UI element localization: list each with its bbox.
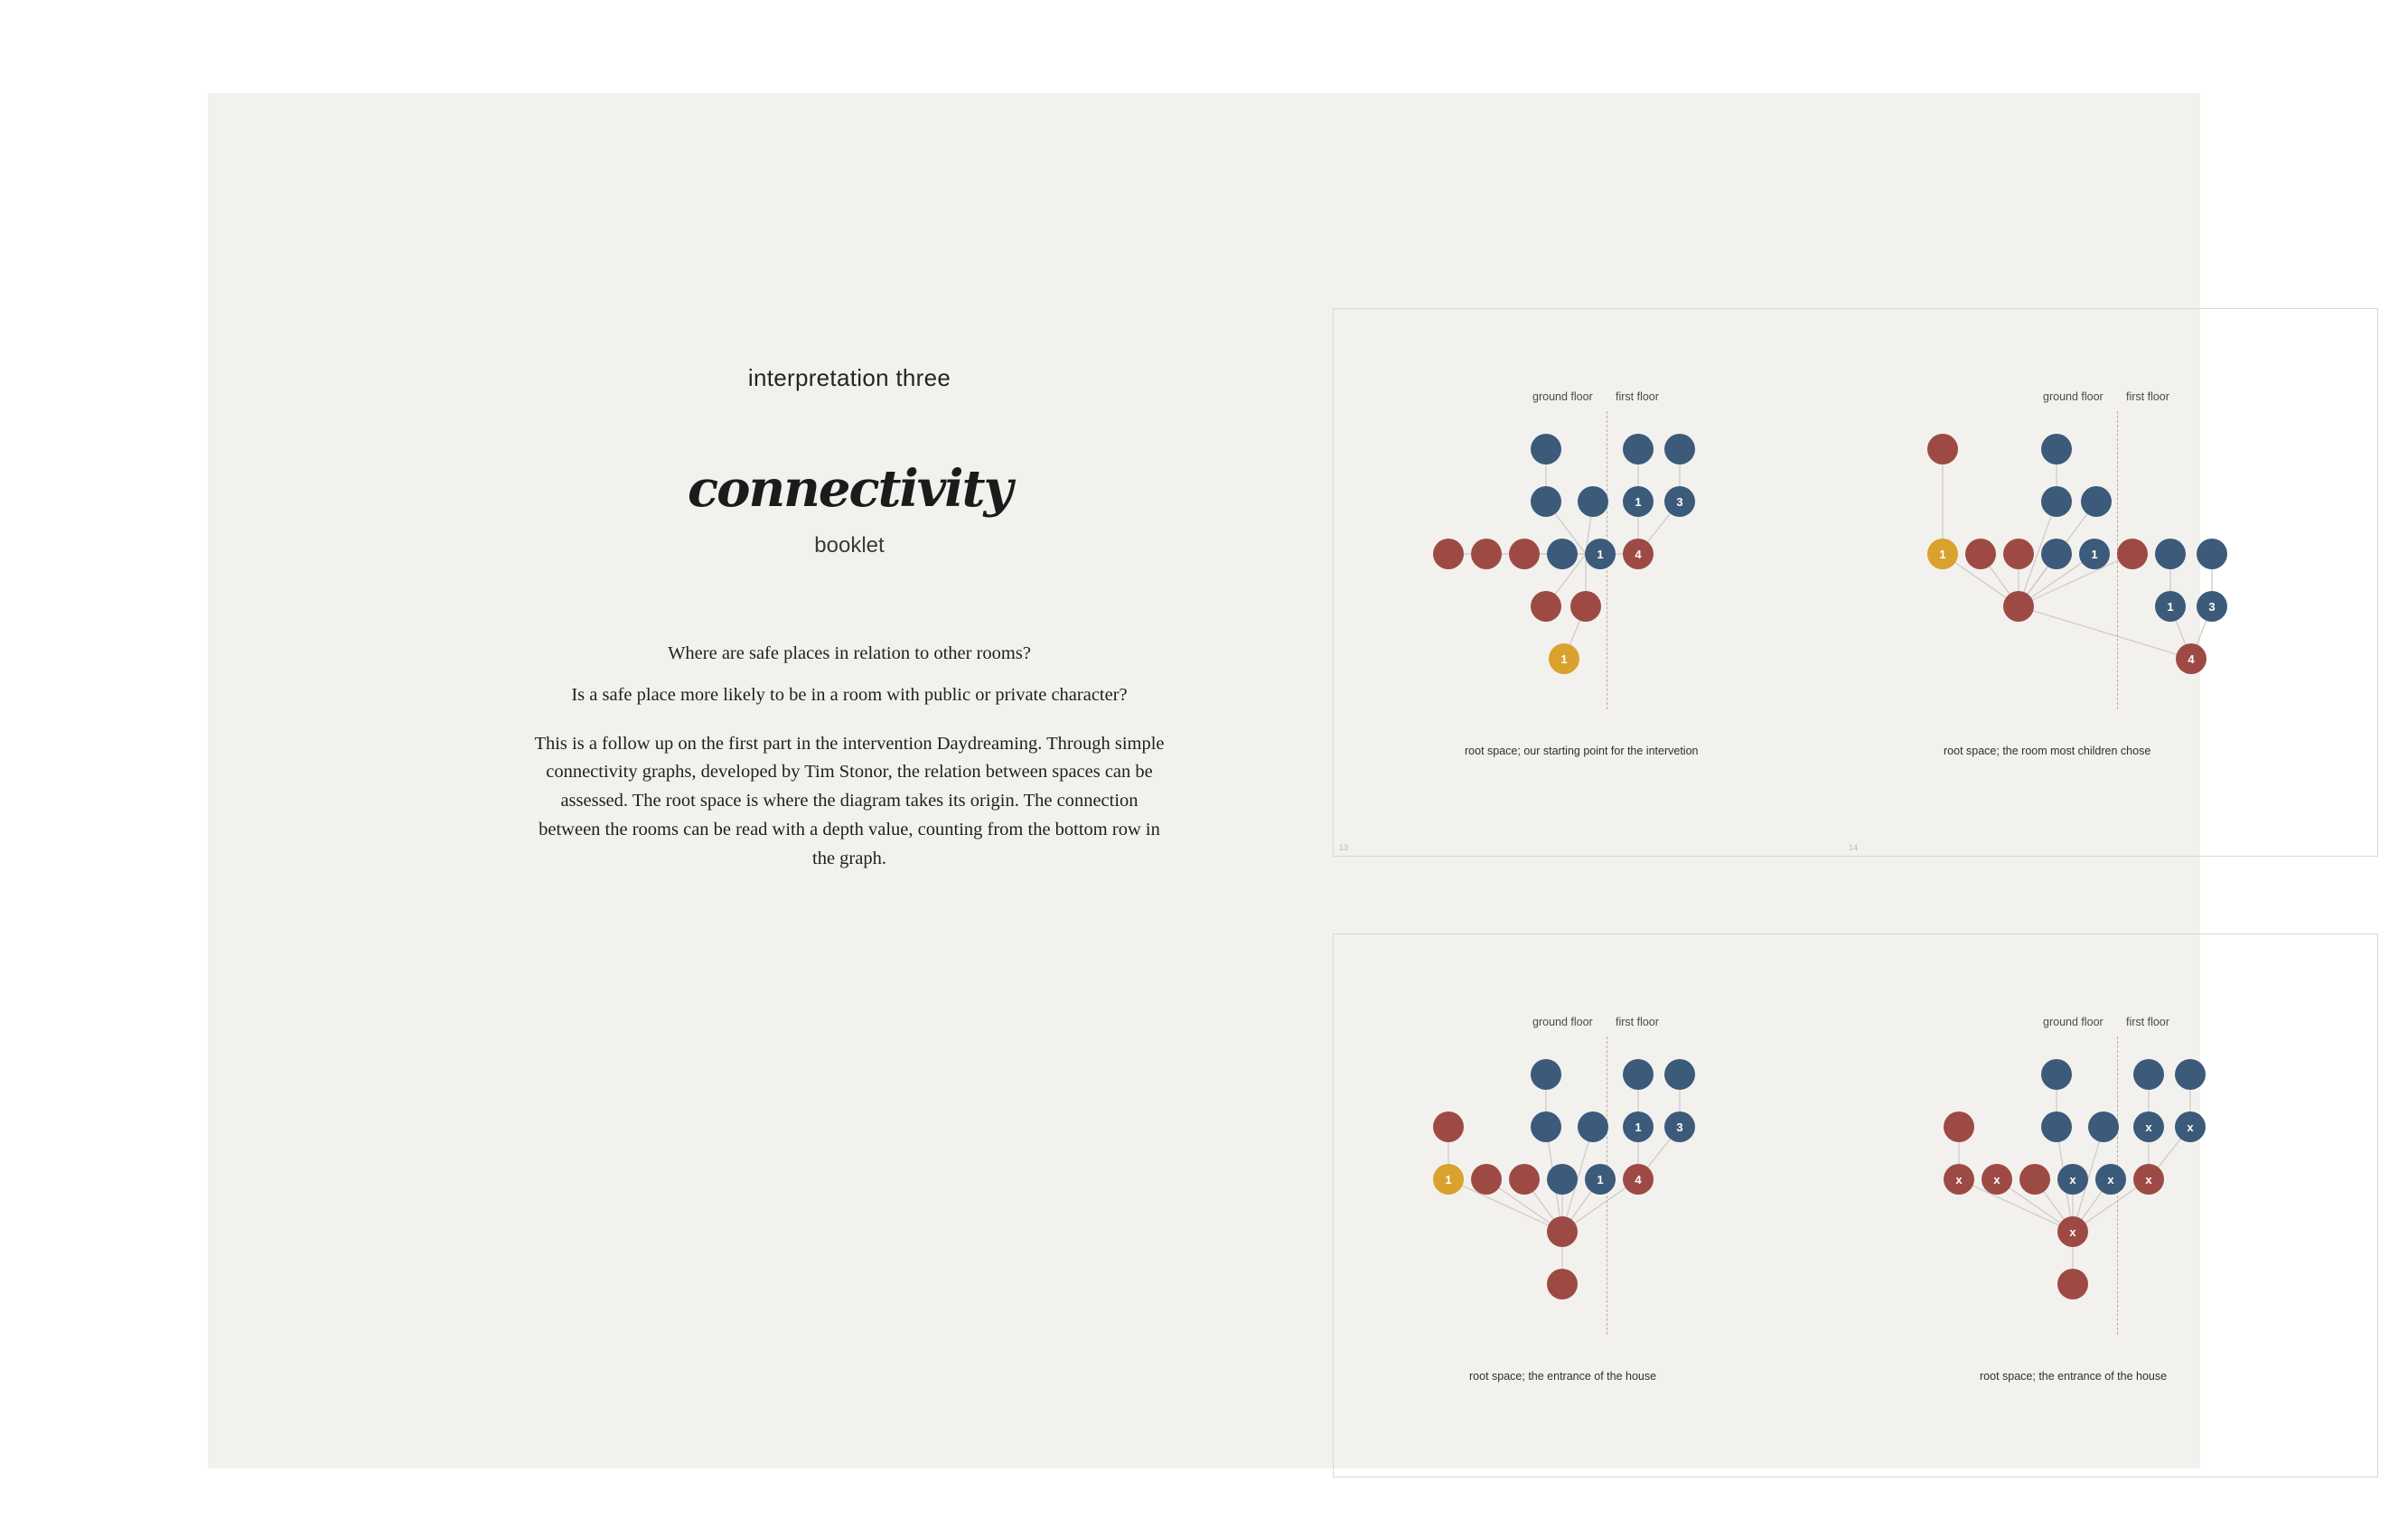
question-two: Is a safe place more likely to be in a room with public or private character? — [571, 684, 1128, 705]
graph-node — [1664, 434, 1695, 464]
graph-node — [2041, 539, 2072, 569]
graph-node — [1509, 539, 1540, 569]
graph-node — [2197, 539, 2227, 569]
ground-floor-label: ground floor — [2043, 1016, 2103, 1028]
graph-node — [1433, 539, 1464, 569]
ground-floor-label: ground floor — [1532, 390, 1593, 403]
graph-caption: root space; our starting point for the intervetion — [1465, 745, 1699, 757]
graph-node: x — [2133, 1111, 2164, 1142]
graph-node — [1570, 591, 1601, 622]
graph-node: x — [1982, 1164, 2012, 1195]
graph-node — [2155, 539, 2186, 569]
graph-node — [2041, 1111, 2072, 1142]
connectivity-graph-1 — [1415, 361, 1885, 831]
graph-node: 1 — [1585, 539, 1616, 569]
graph-node — [1944, 1111, 1974, 1142]
first-floor-label: first floor — [1616, 390, 1659, 403]
graph-node — [2081, 486, 2112, 517]
graph-caption: root space; the room most children chose — [1944, 745, 2151, 757]
diagram-panel-bottom — [1333, 933, 2378, 1477]
first-floor-label: first floor — [2126, 390, 2169, 403]
graph-node — [1664, 1059, 1695, 1090]
graph-node: x — [2175, 1111, 2206, 1142]
graph-node — [1531, 434, 1561, 464]
ground-floor-label: ground floor — [1532, 1016, 1593, 1028]
graph-node — [1965, 539, 1996, 569]
graph-node — [1531, 1059, 1561, 1090]
first-floor-label: first floor — [1616, 1016, 1659, 1028]
graph-node: x — [2133, 1164, 2164, 1195]
ground-floor-label: ground floor — [2043, 390, 2103, 403]
graph-node: 1 — [1433, 1164, 1464, 1195]
graph-node — [1927, 434, 1958, 464]
question-one: Where are safe places in relation to other rooms? — [668, 643, 1031, 663]
connectivity-graph-4 — [1925, 987, 2395, 1457]
interpretation-label: interpretation three — [747, 364, 951, 391]
graph-node — [1547, 1216, 1578, 1247]
page-title: connectivity — [688, 459, 1011, 519]
graph-node — [2041, 486, 2072, 517]
graph-node — [1623, 1059, 1654, 1090]
page-subtitle: booklet — [814, 533, 885, 558]
graph-node — [2041, 1059, 2072, 1090]
graph-node — [1531, 486, 1561, 517]
graph-node — [2003, 591, 2034, 622]
graph-node: 1 — [1623, 486, 1654, 517]
graph-node: 4 — [2176, 643, 2207, 674]
graph-node: 1 — [1623, 1111, 1654, 1142]
graph-node — [1578, 486, 1608, 517]
graph-caption: root space; the entrance of the house — [1469, 1370, 1657, 1383]
graph-node: 4 — [1623, 1164, 1654, 1195]
graph-node: 1 — [2079, 539, 2110, 569]
graph-node — [1578, 1111, 1608, 1142]
booklet-page — [208, 93, 2216, 1468]
graph-node — [1547, 1164, 1578, 1195]
graph-node — [2003, 539, 2034, 569]
graph-node — [1471, 1164, 1502, 1195]
graph-node — [1509, 1164, 1540, 1195]
graph-node: 1 — [2155, 591, 2186, 622]
graph-node: 3 — [1664, 1111, 1695, 1142]
page-number-left: 13 — [1339, 843, 1349, 852]
first-floor-label: first floor — [2126, 1016, 2169, 1028]
graph-node: 1 — [1549, 643, 1579, 674]
connectivity-graph-2 — [1925, 361, 2395, 831]
graph-node: x — [2095, 1164, 2126, 1195]
graph-node: 1 — [1585, 1164, 1616, 1195]
graph-node — [2088, 1111, 2119, 1142]
graph-node — [1471, 539, 1502, 569]
graph-node: x — [1944, 1164, 1974, 1195]
graph-node — [1433, 1111, 1464, 1142]
page-number-right: 14 — [1849, 843, 1859, 852]
text-column — [524, 364, 1175, 886]
graph-node — [2019, 1164, 2050, 1195]
graph-caption: root space; the entrance of the house — [1980, 1370, 2168, 1383]
graph-node — [2057, 1269, 2088, 1299]
graph-node — [1623, 434, 1654, 464]
graph-node: x — [2057, 1164, 2088, 1195]
graph-node — [1531, 591, 1561, 622]
body-paragraph: This is a follow up on the first part in the intervention Daydreaming. Through simple connectivity graphs, developed by Tim Stonor, the relation between spaces can be assessed. The root space is where the diagram takes its origin. The connection between the rooms can be read with a depth value, counting from the bottom row in the graph. — [534, 733, 1165, 868]
graph-node: 4 — [1623, 539, 1654, 569]
graph-node: 1 — [1927, 539, 1958, 569]
diagram-panel-top — [1333, 308, 2378, 857]
intro-text — [524, 640, 1175, 873]
graph-node: 3 — [1664, 486, 1695, 517]
graph-node: x — [2057, 1216, 2088, 1247]
graph-node — [1547, 539, 1578, 569]
graph-node — [2133, 1059, 2164, 1090]
graph-node — [2041, 434, 2072, 464]
graph-node — [2175, 1059, 2206, 1090]
connectivity-graph-3 — [1415, 987, 1885, 1457]
graph-node — [1547, 1269, 1578, 1299]
graph-node — [2117, 539, 2148, 569]
graph-node: 3 — [2197, 591, 2227, 622]
graph-node — [1531, 1111, 1561, 1142]
